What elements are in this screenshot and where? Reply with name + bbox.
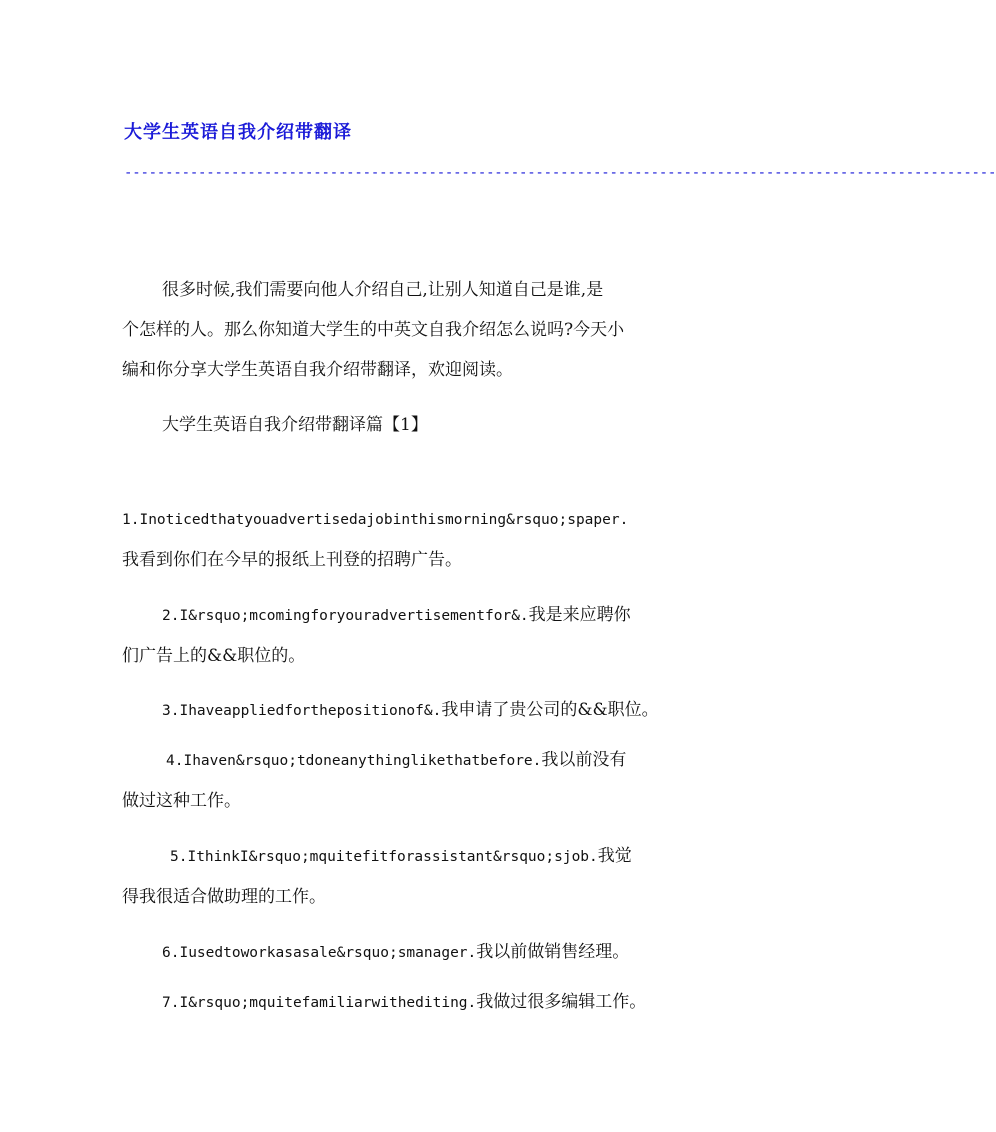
- list-item: [122, 500, 692, 580]
- item-2-chinese-2: 们广告上的&&职位的。: [122, 646, 306, 666]
- intro-line-3: 编和你分享大学生英语自我介绍带翻译，欢迎阅读。: [122, 360, 513, 380]
- item-4-chinese-1: 我以前没有: [541, 750, 627, 770]
- list-item: [122, 740, 692, 821]
- document-title: 大学生英语自我介绍带翻译: [124, 122, 352, 143]
- intro-line-1: 很多时候,我们需要向他人介绍自己,让别人知道自己是谁,是: [162, 280, 604, 300]
- item-2-chinese-1: 我是来应聘你: [528, 605, 631, 625]
- item-7-chinese: 我做过很多编辑工作。: [476, 992, 647, 1012]
- item-1-english: 1.Inoticedthatyouadvertisedajobinthismorning&rsquo;spaper.: [122, 512, 629, 528]
- list-item: [122, 836, 692, 917]
- item-5-english: 5.IthinkI&rsquo;mquitefitforassistant&rsquo;sjob.: [170, 849, 598, 865]
- item-6-english: 6.Iusedtoworkasasale&rsquo;smanager.: [162, 945, 477, 961]
- item-1-chinese: 我看到你们在今早的报纸上刊登的招聘广告。: [122, 550, 462, 570]
- list-item: [122, 932, 692, 973]
- item-2-english: 2.I&rsquo;mcomingforyouradvertisementfor&.: [162, 608, 529, 624]
- item-7-english: 7.I&rsquo;mquitefamiliarwithediting.: [162, 995, 477, 1011]
- item-3-english: 3.Ihaveappliedforthepositionof&.: [162, 703, 442, 719]
- item-4-chinese-2: 做过这种工作。: [122, 791, 241, 811]
- list-item: [122, 690, 692, 731]
- section-heading: [122, 405, 692, 445]
- intro-line-2: 个怎样的人。那么你知道大学生的中英文自我介绍怎么说吗?今天小: [122, 320, 625, 340]
- list-item: [122, 595, 692, 676]
- item-5-chinese-2: 得我很适合做助理的工作。: [122, 887, 326, 907]
- intro-paragraph: [122, 270, 692, 390]
- title-divider: ----------------------------------------------------------------------------------------------------------: [124, 165, 996, 181]
- list-item: [122, 982, 692, 1023]
- item-4-english: 4.Ihaven&rsquo;tdoneanythinglikethatbefore.: [166, 753, 542, 769]
- item-5-chinese-1: 我觉: [597, 846, 632, 866]
- section-heading-text: 大学生英语自我介绍带翻译篇【1】: [162, 415, 428, 435]
- item-6-chinese: 我以前做销售经理。: [476, 942, 630, 962]
- item-3-chinese: 我申请了贵公司的&&职位。: [441, 700, 659, 720]
